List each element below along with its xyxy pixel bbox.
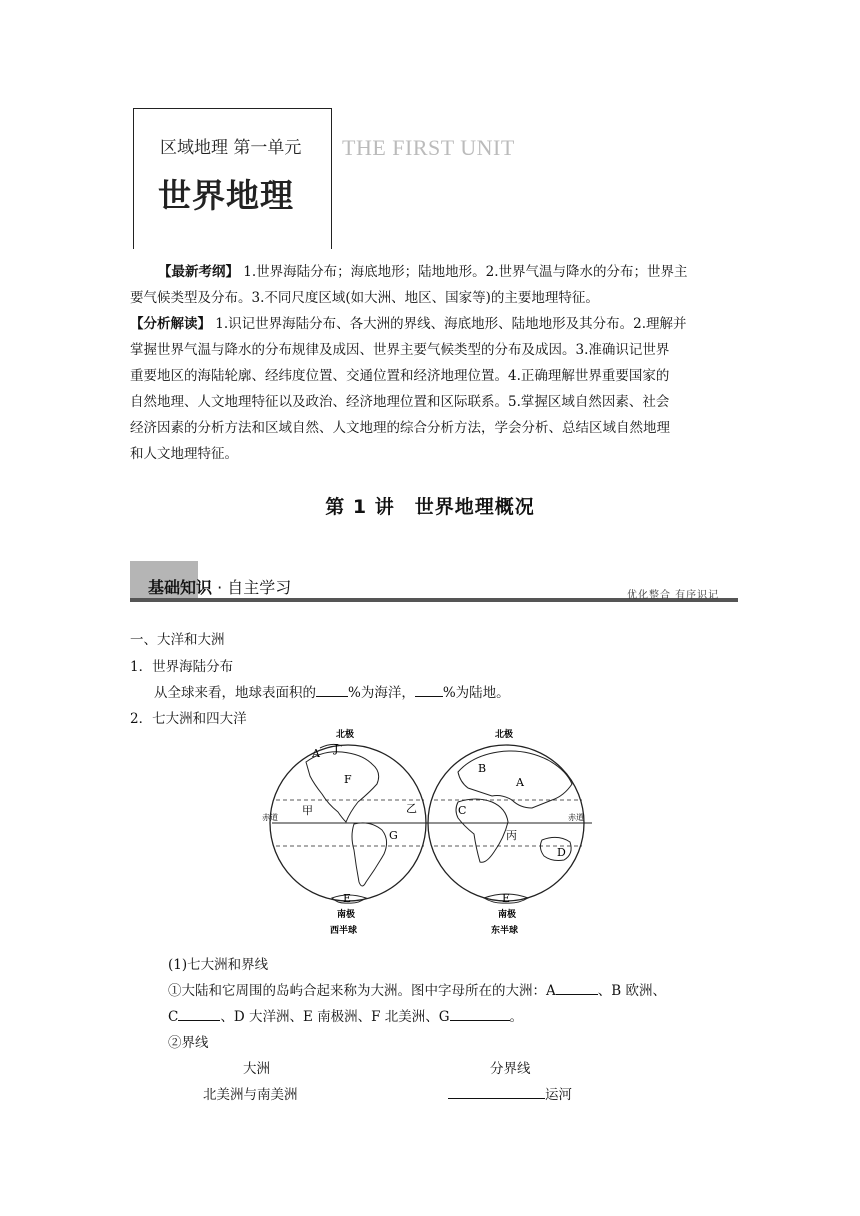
syllabus-paragraph — [130, 259, 735, 311]
eastern-hemisphere — [428, 728, 592, 936]
map-label-jia: 甲 — [302, 804, 313, 817]
map-label-yi: 乙 — [406, 802, 417, 815]
east-north-pole-label: 北极 — [495, 730, 514, 740]
map-label-c: C — [458, 804, 467, 817]
map-label-j: J — [334, 742, 339, 755]
syllabus-line: 1.世界海陆分布；海底地形；陆地地形。2.世界气温与降水的分布；世界主 — [243, 264, 688, 280]
west-north-pole-label: 北极 — [336, 730, 355, 740]
map-label-a-east: A — [516, 776, 524, 789]
answer-blank[interactable] — [450, 1007, 510, 1021]
western-hemisphere — [262, 728, 428, 936]
world-hemispheres-map — [262, 722, 592, 942]
heading-land-sea: 1．世界海陆分布 — [130, 659, 234, 675]
map-label-bing: 丙 — [506, 829, 517, 842]
question-text: 、B 欧洲、 — [597, 983, 666, 999]
answer-blank[interactable] — [316, 683, 348, 697]
unit-english-label: THE FIRST UNIT — [342, 135, 515, 160]
question-land-sea — [154, 681, 510, 701]
map-label-d: D — [557, 846, 566, 859]
answer-blank[interactable] — [448, 1085, 545, 1099]
analysis-paragraph — [130, 311, 735, 467]
section-band-title — [148, 575, 291, 598]
map-label-a-west: A — [312, 747, 320, 760]
analysis-line: 掌握世界气温与降水的分布规律及成因、世界主要气候类型的分布及成因。3.准确识记世界 — [130, 342, 670, 358]
section-band-title-bold: 基础知识 — [148, 578, 213, 597]
analysis-line: 和人文地理特征。 — [130, 446, 238, 462]
section-band-title-rest: · 自主学习 — [212, 578, 292, 597]
subheading-continents-boundaries: (1)七大洲和界线 — [168, 957, 269, 973]
analysis-line: 重要地区的海陆轮廓、经纬度位置、交通位置和经济地理位置。4.正确理解世界重要国家的 — [130, 368, 670, 384]
east-hemisphere-name: 东半球 — [491, 926, 519, 936]
map-label-b: B — [478, 762, 487, 775]
question-text: 、D 大洋洲、E 南极洲、F 北美洲、G — [220, 1009, 450, 1025]
west-south-pole-label: 南极 — [337, 910, 356, 920]
table-row-continents: 北美洲与南美洲 — [203, 1087, 298, 1103]
section-band-tagline: 优化整合 有序识记 — [627, 590, 720, 601]
map-label-e-east: E — [502, 892, 511, 905]
question-continents-line1 — [168, 979, 666, 999]
unit-series-label: 区域地理 第一单元 — [160, 138, 302, 158]
question-text: 运河 — [545, 1087, 572, 1103]
lecture-title: 第 1 讲 世界地理概况 — [325, 496, 535, 518]
question-text: %为海洋， — [348, 685, 415, 701]
answer-blank[interactable] — [178, 1007, 220, 1021]
question-text: 从全球来看，地球表面积的 — [154, 685, 316, 701]
syllabus-line: 要气候类型及分布。3.不同尺度区域(如大洲、地区、国家等)的主要地理特征。 — [130, 290, 599, 306]
answer-blank[interactable] — [556, 981, 598, 995]
analysis-line: 自然地理、人文地理特征以及政治、经济地理位置和区际联系。5.掌握区域自然因素、社会 — [130, 394, 670, 410]
west-hemisphere-name: 西半球 — [330, 926, 358, 936]
analysis-line: 经济因素的分析方法和区域自然、人文地理的综合分析方法，学会分析、总结区域自然地理 — [130, 420, 670, 436]
subheading-boundaries: ②界线 — [168, 1035, 209, 1051]
table-header-continent: 大洲 — [243, 1061, 270, 1077]
analysis-label: 【分析解读】 — [130, 316, 211, 332]
west-equator-label: 赤道 — [262, 813, 278, 822]
question-text: %为陆地。 — [442, 685, 510, 701]
syllabus-label: 【最新考纲】 — [158, 264, 239, 280]
analysis-line: 1.识记世界海陆分布、各大洲的界线、海底地形、陆地地形及其分布。2.理解并 — [215, 316, 687, 332]
unit-title: 世界地理 — [158, 176, 294, 215]
question-text: ①大陆和它周围的岛屿合起来称为大洲。图中字母所在的大洲：A — [168, 983, 556, 999]
heading-seven-continents: 2．七大洲和四大洋 — [130, 711, 247, 727]
east-equator-label: 赤道 — [568, 813, 584, 822]
map-label-f: F — [344, 773, 352, 786]
map-label-g: G — [389, 829, 398, 842]
heading-oceans-continents: 一、大洋和大洲 — [130, 632, 225, 648]
question-text: 。 — [509, 1009, 524, 1025]
answer-blank[interactable] — [415, 683, 443, 697]
map-label-e-west: E — [343, 892, 352, 905]
question-continents-line2 — [168, 1005, 523, 1025]
table-header-boundary: 分界线 — [490, 1061, 531, 1077]
question-text: C — [168, 1009, 179, 1025]
table-row-boundary — [448, 1083, 572, 1103]
east-south-pole-label: 南极 — [498, 910, 517, 920]
